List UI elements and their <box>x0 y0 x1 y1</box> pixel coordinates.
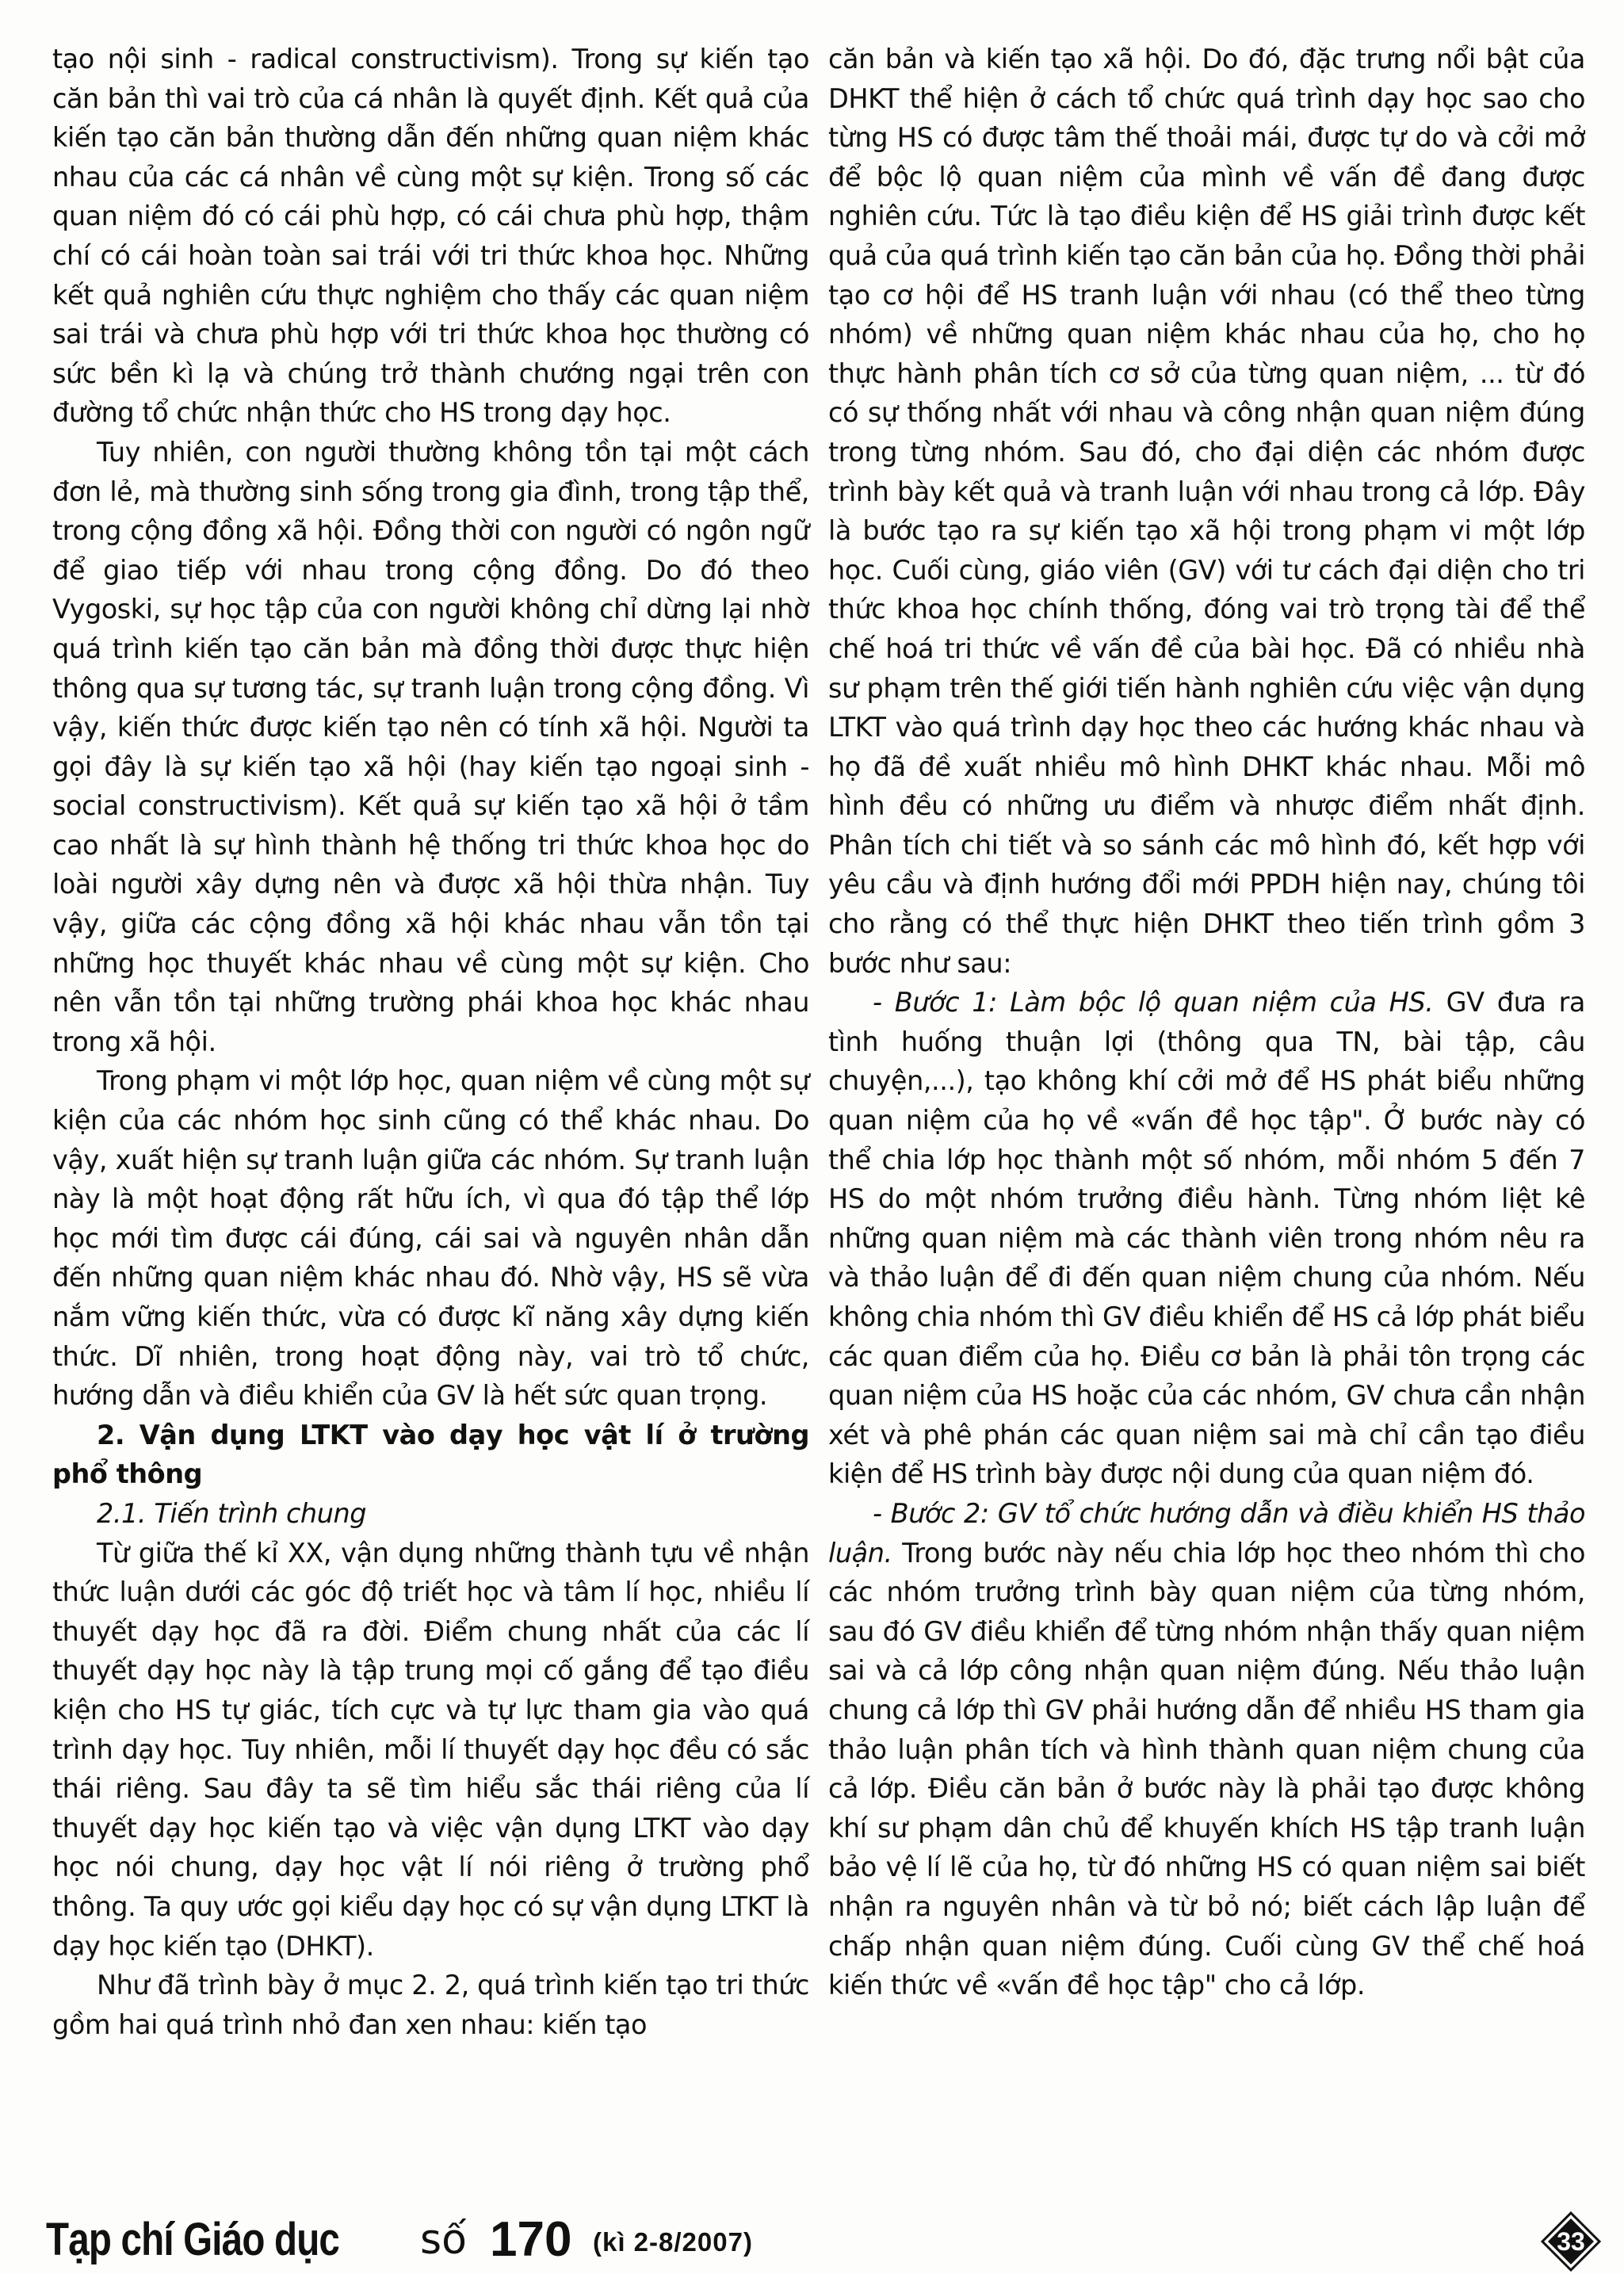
step-2-text: Trong bước này nếu chia lớp học theo nhóm thì cho các nhóm trưởng trình bày quan niệm của từng nhóm, sau đó GV điều khiển để từng nhóm nhận thấy quan niệm sai và cả lớp công nhận quan niệm đúng. Nếu thảo luận chung cả lớp thì GV phải hướng dẫn để nhiều HS tham gia thảo luận phân tích và hình thành quan niệm chung của cả lớp. Điều căn bản ở bước này là phải tạo được không khí sư phạm dân chủ để khuyến khích HS tập tranh luận bảo vệ lí lẽ của họ, từ đó những HS có quan niệm sai biết nhận ra nguyên nhân và từ bỏ nó; biết cách lập luận để chấp nhận quan niệm đúng. Cuối cùng GV thể chế hoá kiến thức về «vấn đề học tập" cho cả lớp. <box>828 1537 1585 2001</box>
right-column <box>828 40 1585 2005</box>
paragraph-4: Từ giữa thế kỉ XX, vận dụng những thành tựu về nhận thức luận dưới các góc độ triết học và tâm lí học, nhiều lí thuyết dạy học đã ra đời. Điểm chung nhất của các lí thuyết dạy học này là tập trung mọi cố gắng để tạo điều kiện cho HS tự giác, tích cực và tự lực tham gia vào quá trình dạy học. Tuy nhiên, mỗi lí thuyết dạy học đều có sắc thái riêng. Sau đây ta sẽ tìm hiểu sắc thái riêng của lí thuyết dạy học kiến tạo và việc vận dụng LTKT vào dạy học nói chung, dạy học vật lí nói riêng ở trường phổ thông. Ta quy ước gọi kiểu dạy học có sự vận dụng LTKT là dạy học kiến tạo (DHKT). <box>52 1537 809 1962</box>
step-2-label: - Bước 2: GV tổ chức hướng dẫn và điều khiển HS thảo luận. <box>828 1497 1585 1569</box>
section-heading: 2. Vận dụng LTKT vào dạy học vật lí ở trường phổ thông <box>52 1419 809 1490</box>
issue-label: số <box>420 2216 467 2264</box>
subsection-heading: 2.1. Tiến trình chung <box>97 1497 367 1529</box>
page-number: 33 <box>1557 2227 1585 2256</box>
paragraph-3: Trong phạm vi một lớp học, quan niệm về cùng một sự kiện của các nhóm học sinh cũng có thể khác nhau. Do vậy, xuất hiện sự tranh luận giữa các nhóm. Sự tranh luận này là một hoạt động rất hữu ích, vì qua đó tập thể lớp học mới tìm được cái đúng, cái sai và nguyên nhân dẫn đến những quan niệm khác nhau đó. Nhờ vậy, HS sẽ vừa nắm vững kiến thức, vừa có được kĩ năng xây dựng kiến thức. Dĩ nhiên, trong hoạt động này, vai trò tổ chức, hướng dẫn và điều khiển của GV là hết sức quan trọng. <box>52 1065 809 1412</box>
issue-number: 170 <box>490 2212 572 2267</box>
issue-date: (kì 2-8/2007) <box>593 2227 753 2257</box>
page-number-badge <box>1541 2211 1601 2272</box>
paragraph-2: Tuy nhiên, con người thường không tồn tại một cách đơn lẻ, mà thường sinh sống trong gia đình, trong tập thể, trong cộng đồng xã hội. Đồng thời con người có ngôn ngữ để giao tiếp với nhau trong cộng đồng. Do đó theo Vygoski, sự học tập của con người không chỉ dừng lại nhờ quá trình kiến tạo căn bản mà đồng thời được thực hiện thông qua sự tương tác, sự tranh luận trong cộng đồng. Vì vậy, kiến thức được kiến tạo nên có tính xã hội. Người ta gọi đây là sự kiến tạo xã hội (hay kiến tạo ngoại sinh - social constructivism). Kết quả sự kiến tạo xã hội ở tầm cao nhất là sự hình thành hệ thống tri thức khoa học do loài người xây dựng nên và được xã hội thừa nhận. Tuy vậy, giữa các cộng đồng xã hội khác nhau vẫn tồn tại những học thuyết khác nhau về cùng một sự kiện. Cho nên vẫn tồn tại những trường phái khoa học khác nhau trong xã hội. <box>52 436 809 1057</box>
step-1-text: GV đưa ra tình huống thuận lợi (thông qua TN, bài tập, câu chuyện,...), tạo không khí cởi mở để HS phát biểu những quan niệm của họ về «vấn đề học tập". Ở bước này có thể chia lớp học thành một số nhóm, mỗi nhóm 5 đến 7 HS do một nhóm trưởng điều hành. Từng nhóm liệt kê những quan niệm mà các thành viên trong nhóm nêu ra và thảo luận để đi đến quan niệm chung của nhóm. Nếu không chia nhóm thì GV điều khiển để HS cả lớp phát biểu các quan điểm của họ. Điều cơ bản là phải tôn trọng các quan niệm của HS hoặc của các nhóm, GV chưa cần nhận xét và phê phán các quan niệm sai mà chỉ cần tạo điều kiện để HS trình bày được nội dung của quan niệm đó. <box>828 987 1586 1490</box>
step-1-label: - Bước 1: Làm bộc lộ quan niệm của HS. <box>873 987 1434 1019</box>
left-column <box>52 40 809 2044</box>
paragraph-1: tạo nội sinh - radical constructivism). Trong sự kiến tạo căn bản thì vai trò của cá nhân là quyết định. Kết quả của kiến tạo căn bản thường dẫn đến những quan niệm khác nhau của các cá nhân về cùng một sự kiện. Trong số các quan niệm đó có cái phù hợp, có cái chưa phù hợp, thậm chí có cái hoàn toàn sai trái với tri thức khoa học. Những kết quả nghiên cứu thực nghiệm cho thấy các quan niệm sai trái và chưa phù hợp với tri thức khoa học thường có sức bền kì lạ và chúng trở thành chướng ngại trên con đường tổ chức nhận thức cho HS trong dạy học. <box>52 44 809 429</box>
journal-title: Tạp chí Giáo dục <box>46 2214 340 2265</box>
step-2-paragraph <box>828 1494 1585 2005</box>
paragraph-6: căn bản và kiến tạo xã hội. Do đó, đặc trưng nổi bật của DHKT thể hiện ở cách tổ chức quá trình dạy học sao cho từng HS có được tâm thế thoải mái, được tự do và cởi mở để bộc lộ quan niệm của mình về vấn đề đang được nghiên cứu. Tức là tạo điều kiện để HS giải trình được kết quả của quá trình kiến tạo căn bản của họ. Đồng thời phải tạo cơ hội để HS tranh luận với nhau (có thể theo từng nhóm) về những quan niệm khác nhau của họ, cho họ thực hành phân tích cơ sở của từng quan niệm, ... từ đó có sự thống nhất với nhau và công nhận quan niệm đúng trong từng nhóm. Sau đó, cho đại diện các nhóm được trình bày kết quả và tranh luận với nhau trong cả lớp. Đây là bước tạo ra sự kiến tạo xã hội trong phạm vi một lớp học. Cuối cùng, giáo viên (GV) với tư cách đại diện cho tri thức khoa học chính thống, đóng vai trò trọng tài để thể chế hoá tri thức về vấn đề của bài học. Đã có nhiều nhà sư phạm trên thế giới tiến hành nghiên cứu việc vận dụng LTKT vào quá trình dạy học theo các hướng khác nhau và họ đã đề xuất nhiều mô hình DHKT khác nhau. Mỗi mô hình đều có những ưu điểm và nhược điểm nhất định. Phân tích chi tiết và so sánh các mô hình đó, kết hợp với yêu cầu và định hướng đổi mới PPDH hiện nay, chúng tôi cho rằng có thể thực hiện DHKT theo tiến trình gồm 3 bước như sau: <box>828 44 1585 979</box>
step-1-paragraph <box>828 983 1585 1494</box>
page-footer <box>46 2212 1585 2273</box>
paragraph-5: Như đã trình bày ở mục 2. 2, quá trình kiến tạo tri thức gồm hai quá trình nhỏ đan xen nhau: kiến tạo <box>52 1970 809 2040</box>
